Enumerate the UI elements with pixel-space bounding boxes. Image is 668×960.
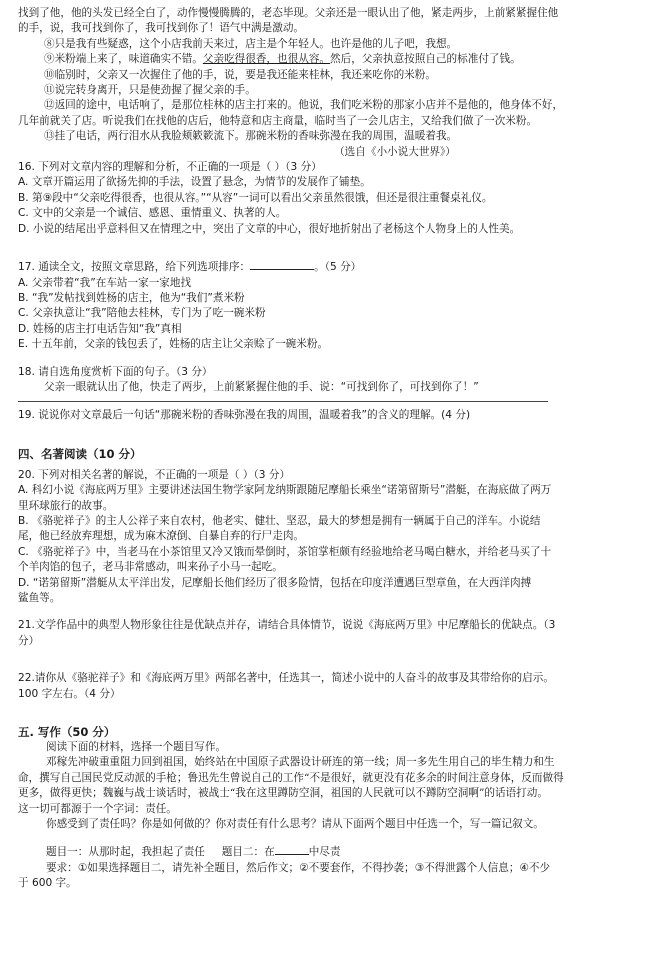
question-21-stem: 21.文学作品中的典型人物形象往往是优缺点并存，请结合具体情节，说说《海底两万里》中尼摩船长的优缺点。（3 [18,619,556,632]
passage-paragraph-12-cont: 几年前就关了店。听说我们在找他的店后，他特意和店主商量，临时当了一会儿店主，又给我们做了一次米粉。 [18,114,538,127]
writing-requirements-cont: 于 600 字。 [18,877,77,890]
topic-blank[interactable] [275,844,309,855]
writing-material-cont: 更多，做得更快；魏巍与战士谈话时，被战士“我在这里蹲防空洞，祖国的人民就可以不蹲防空洞啊”的话语打动。 [18,787,548,800]
underlined-sentence: 父亲吃得很香，也很从容。 [202,53,331,66]
answer-blank[interactable] [250,259,314,270]
passage-line: 找到了他，他的头发已经全白了，动作慢慢腾腾的，老态毕现。父亲还是一眼认出了他，紧走两步，上前紧紧握住他 [18,7,559,19]
question-20-stem: 20. 下列对相关名著的解说，不正确的一项是（ ）（3 分） [18,468,291,481]
writing-material: 邓稼先冲破重重阻力回到祖国，始终站在中国原子武器设计研连的第一线；周一多先生用自己的毕生精力和生 [46,756,555,769]
passage-paragraph-8: ⑧只是我有些疑惑，这个小店我前天来过，店主是个年轻人。也许是他的儿子吧，我想。 [44,37,458,50]
topic-two: 题目二：在 中尽责 [221,846,341,859]
section-5-title: 五. 写作（50 分） [18,725,116,740]
passage-paragraph-9: ⑨米粉端上来了，味道确实不错。父亲吃得很香，也很从容。然后，父亲执意按照自己的标准付了钱。 [44,53,521,66]
question-20-option-b-cont: 尾，他已经放弃理想，成为麻木潦倒、自暴自弃的行尸走肉。 [18,530,305,543]
writing-material-cont: 命，撰写自己国民党反动派的手枪；鲁迅先生曾说自己的工作“不是很好，就更没有花多余的时间注意身体，反而做得 [18,771,564,784]
passage-paragraph-11: ⑪说完转身离开，只是使劲握了握父亲的手。 [44,84,256,97]
question-17-option-c: C. 父亲执意让“我”陪他去桂林，专门为了吃一碗米粉 [18,307,266,320]
question-22-stem-cont: 100 字左右。（4 分） [18,687,121,700]
passage-paragraph-12: ⑫返回的途中，电话响了，是那位桂林的店主打来的。他说，我们吃米粉的那家小店并不是他的，他身体不好， [44,99,564,112]
question-20-option-d: D. “诺第留斯”潜艇从太平洋出发，尼摩船长他们经历了很多险情，包括在印度洋遭遇巨型章鱼，在大西洋肉搏 [18,576,532,589]
question-17-stem: 17. 通读全文，按照文章思路，给下列选项排序： 。（5 分） [18,261,362,274]
question-18-quote: 父亲一眼就认出了他，快走了两步，上前紧紧握住他的手、说：“可找到你了，可找到你了！” [44,380,479,393]
question-16-option-d: D. 小说的结尾出乎意料但又在情理之中，突出了文章的中心，很好地折射出了老杨这个人物身上的人性美。 [18,222,521,235]
passage-line: 的手，说，我可找到你了，我可找到你了！语气中满是激动。 [18,22,305,35]
question-22-stem: 22.请你从《骆驼祥子》和《海底两万里》两部名著中，任选其一，简述小说中的人奋斗的故事及其带给你的启示。 [18,672,554,685]
exam-page [18,6,652,892]
writing-intro: 阅读下面的材料，选择一个题目写作。 [46,741,227,754]
question-18-stem: 18. 请自选角度赏析下面的句子。（3 分） [18,365,213,378]
writing-material-cont: 这一切可都源于一个字词：责任。 [18,802,177,815]
writing-requirements: 要求：①如果选择题目二，请先补全题目，然后作文；②不要套作，不得抄袭；③不得泄露个人信息；④不少 [46,861,551,874]
question-16-option-b: B. 第⑨段中“父亲吃得很香，也很从容。”“从容”一词可以看出父亲虽然很饿，但还是很注重餐桌礼仪。 [18,191,493,204]
answer-line[interactable] [18,395,548,402]
question-16-option-c: C. 文中的父亲是一个诚信、感恩、重情重义、执著的人。 [18,207,287,220]
passage-source: （选自《小小说大世界》） [334,145,456,158]
passage-paragraph-10: ⑩临别时，父亲又一次握住了他的手，说，要是我还能来桂林，我还来吃你的米粉。 [44,68,436,81]
question-17-option-a: A. 父亲带着“我”在车站一家一家地找 [18,276,192,289]
writing-prompt: 你感受到了责任吗？你是如何做的？你对责任有什么思考？请从下面两个题目中任选一个，写一篇记叙文。 [46,818,544,831]
question-20-option-d-cont: 鲨鱼等。 [18,592,61,604]
section-4-title: 四、名著阅读（10 分） [18,446,142,461]
question-20-option-a: A. 科幻小说《海底两万里》主要讲述法国生物学家阿龙纳斯跟随尼摩船长乘坐“诺第留斯号”潜艇，在海底做了两万 [18,484,552,497]
question-20-option-c: C. 《骆驼祥子》中，当老马在小茶馆里又冷又饿而晕倒时，茶馆掌柜颇有经验地给老马喝白糖水，并给老马买了十 [18,545,552,558]
question-17-option-b: B. “我”发帖找到姓杨的店主，他为“我们”煮米粉 [18,291,245,304]
question-20-option-b: B. 《骆驼祥子》的主人公祥子来自农村，他老实、健壮、坚忍，最大的梦想是拥有一辆属于自己的洋车。小说结 [18,514,541,527]
passage-paragraph-13: ⑬挂了电话，两行泪水从我脸颊簌簌流下。那碗米粉的香味弥漫在我的周围，温暖着我。 [44,130,458,143]
question-19-stem: 19. 说说你对文章最后一句话“那碗米粉的香味弥漫在我的周围，温暖着我”的含义的理解。(4 分) [18,409,471,422]
writing-topics [18,844,652,860]
question-17-option-e: E. 十五年前，父亲的钱包丢了，姓杨的店主让父亲赊了一碗米粉。 [18,338,329,351]
question-20-option-c-cont: 个羊肉馅的包子，老马非常感动，叫来孙子小马一起吃。 [18,561,283,574]
question-20-option-a-cont: 里环球旅行的故事。 [18,499,114,512]
question-16-stem: 16. 下列对文章内容的理解和分析，不正确的一项是（ ）（3 分） [18,161,322,174]
topic-one: 题目一：从那时起，我担起了责任 [46,846,205,859]
question-21-stem-cont: 分） [18,634,40,647]
question-16-option-a: A. 文章开篇运用了欲扬先抑的手法，设置了悬念，为情节的发展作了铺垫。 [18,176,371,189]
question-17-option-d: D. 姓杨的店主打电话告知“我”真相 [18,322,182,335]
